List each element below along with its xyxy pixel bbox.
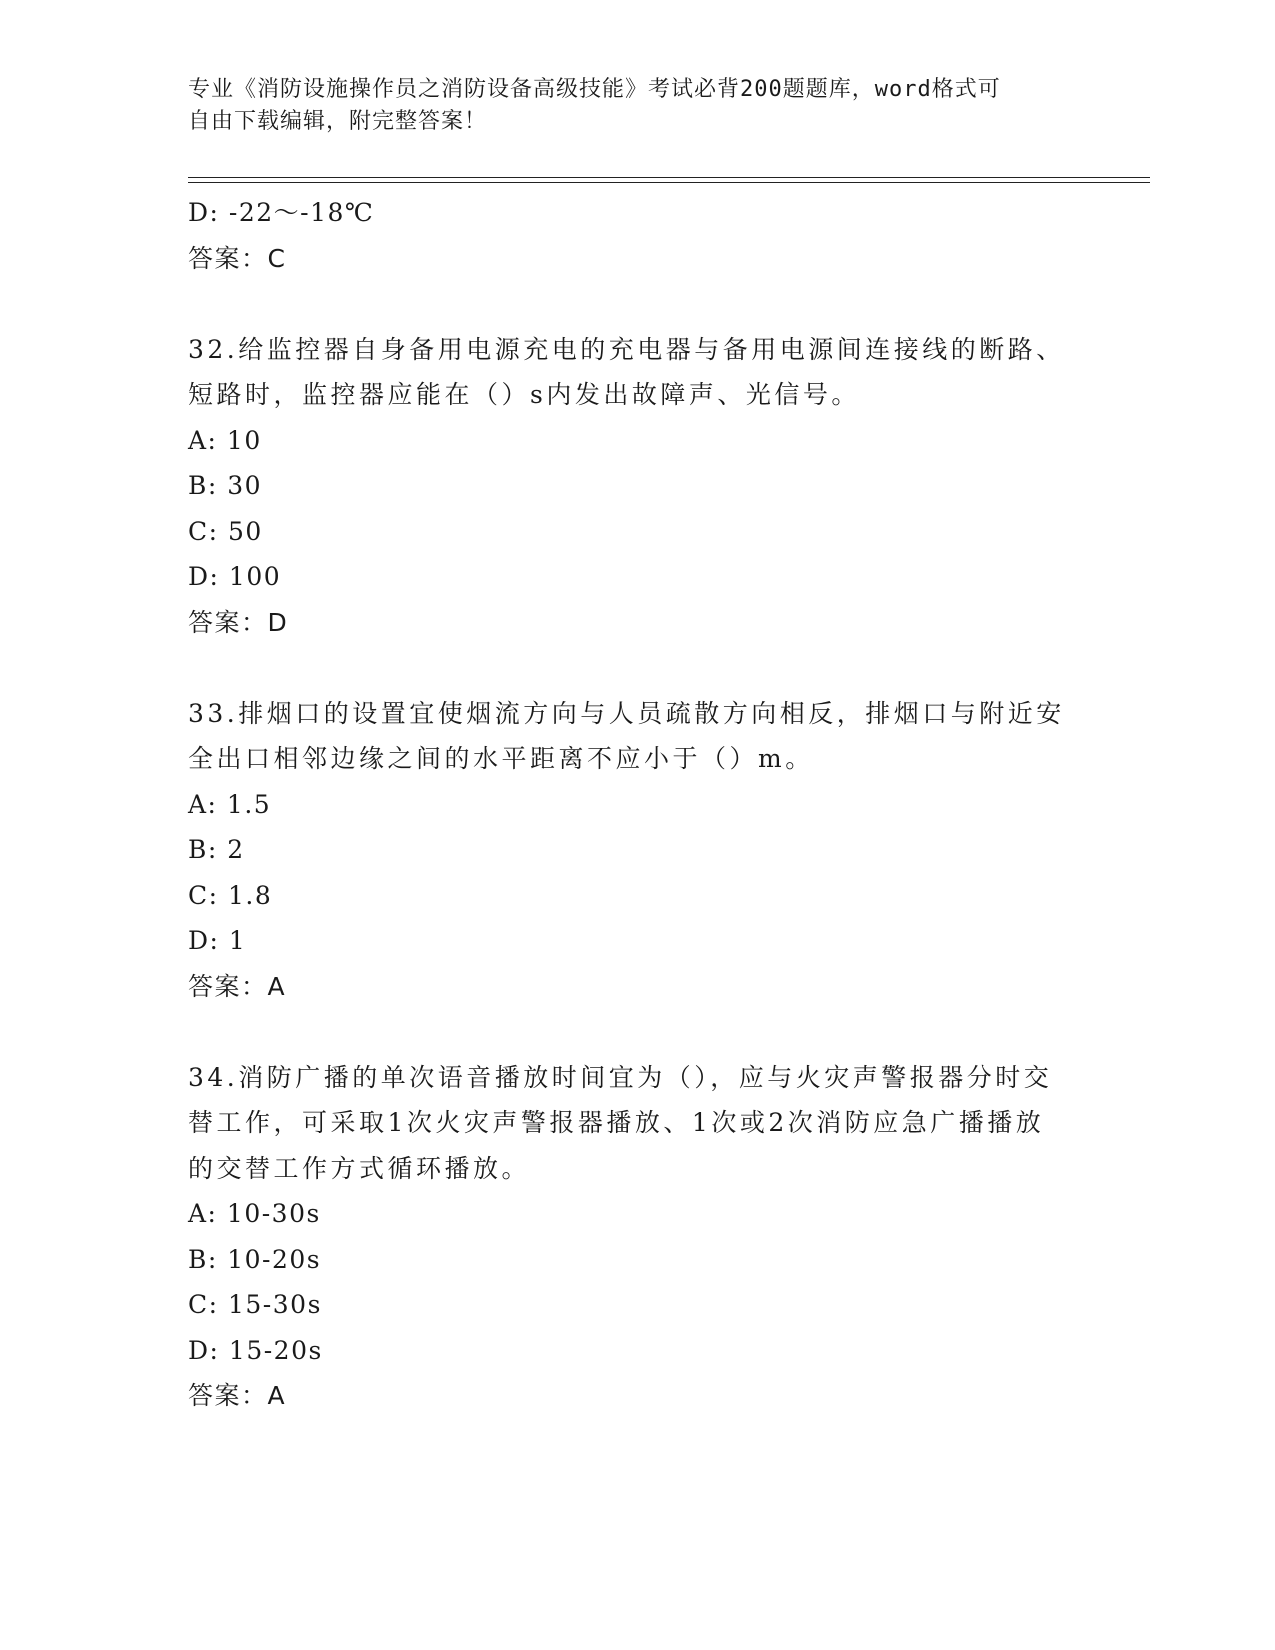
answer: 答案：A — [188, 971, 287, 1001]
question-text: 的交替工作方式循环播放。 — [188, 1153, 531, 1183]
option-b: B: 10-20s — [188, 1244, 322, 1274]
header-line-1: 专业《消防设施操作员之消防设备高级技能》考试必背200题题库，word格式可 — [188, 77, 1001, 102]
option-b: B: 30 — [188, 471, 263, 500]
option-a: A: 1.5 — [188, 789, 272, 819]
option-d: D: 15-20s — [188, 1335, 323, 1365]
option-d: D: 1 — [188, 926, 247, 955]
answer: 答案：A — [188, 1381, 287, 1410]
question-text: 33.排烟口的设置宜使烟流方向与人员疏散方向相反，排烟口与附近安 — [188, 698, 1065, 728]
question-text: 34.消防广播的单次语音播放时间宜为（），应与火灾声警报器分时交 — [188, 1062, 1053, 1092]
spacer — [188, 281, 1088, 327]
option-a: A: 10-30s — [188, 1199, 321, 1228]
header-rule-top — [188, 177, 1150, 178]
header-rule-bottom — [188, 182, 1150, 183]
option-b: B: 2 — [188, 835, 245, 864]
question-33 — [188, 691, 1088, 1010]
option-c: C: 50 — [188, 516, 263, 546]
option-c: C: 15-30s — [188, 1290, 322, 1319]
question-text: 全出口相邻边缘之间的水平距离不应小于（）m。 — [188, 744, 814, 773]
spacer — [188, 645, 1088, 691]
option-c: C: 1.8 — [188, 880, 273, 910]
header-line-2: 自由下载编辑，附完整答案！ — [188, 109, 488, 134]
question-text: 替工作，可采取1次火灾声警报器播放、1次或2次消防应急广播播放 — [188, 1108, 1045, 1137]
page-header — [188, 74, 1068, 138]
question-text: 32.给监控器自身备用电源充电的充电器与备用电源间连接线的断路、 — [188, 334, 1065, 364]
question-32 — [188, 327, 1088, 646]
answer: 答案：D — [188, 607, 289, 637]
prev-option-d: D: -22～-18℃ — [188, 198, 375, 227]
spacer — [188, 1009, 1088, 1055]
option-a: A: 10 — [188, 425, 262, 455]
question-text: 短路时，监控器应能在（）s内发出故障声、光信号。 — [188, 380, 860, 409]
option-d: D: 100 — [188, 562, 282, 591]
question-34 — [188, 1055, 1088, 1419]
question-list — [188, 190, 1088, 1419]
prev-answer: 答案：C — [188, 243, 287, 273]
